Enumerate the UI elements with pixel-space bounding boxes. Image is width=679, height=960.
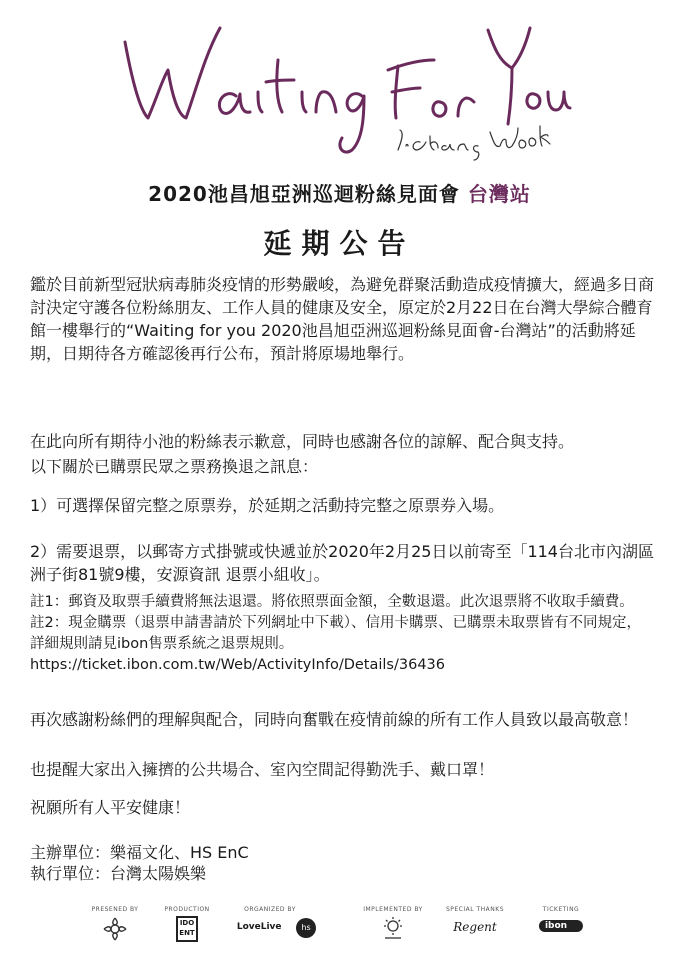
paragraph-apology: 在此向所有期待小池的粉絲表示歉意，同時也感謝各位的諒解、配合與支持。 — [30, 432, 575, 451]
executor-line: 執行單位：台灣太陽娛樂 — [30, 864, 207, 883]
paragraph-postponement: 鑑於目前新型冠狀病毒肺炎疫情的形勢嚴峻，為避免群聚活動造成疫情擴大，經過多日商討決定守護各位粉絲朋友、工作人員的健康及安全，原定於2月22日在台灣大學綜合體育館一樓舉行的“Waiting for you 2020池昌旭亞洲巡迴粉絲見面會-台灣站”的活動將延期，日期待各方確認後再行公布，預計將原場地舉行。 — [30, 275, 655, 363]
organizer-line: 主辦單位：樂福文化、HS EnC — [30, 843, 249, 862]
sponsor-footer — [70, 906, 610, 954]
ido-ent-logo: IDO ENT — [176, 916, 198, 942]
lovelive-logo: LoveLive — [236, 922, 282, 932]
regent-logo: Regent — [453, 920, 497, 934]
implemented-by-label: IMPLEMENTED BY — [363, 906, 423, 913]
paragraph-refund-intro: 以下關於已購票民眾之票務換退之訊息： — [30, 457, 319, 476]
sun-logo-icon — [381, 916, 405, 940]
notes-block — [30, 592, 654, 676]
special-thanks-label: SPECIAL THANKS — [445, 906, 505, 913]
organized-by — [225, 906, 315, 932]
flower-logo-icon — [102, 916, 128, 942]
note-1: 註1：郵資及取票手續費將無法退還。將依照票面金額，全數退還。此次退票將不收取手續費。 — [30, 594, 634, 610]
organized-by-label: ORGANIZED BY — [244, 906, 296, 913]
special-thanks — [430, 906, 520, 934]
production-label: PRODUCTION — [164, 906, 210, 913]
ticketing — [516, 906, 606, 931]
ticketing-label: TICKETING — [542, 906, 580, 913]
presented-by-label: PRESENED BY — [91, 906, 139, 913]
waiting-for-you-logo — [0, 0, 679, 170]
event-title — [0, 178, 679, 207]
hs-logo: hs — [296, 918, 316, 938]
implemented-by — [348, 906, 438, 913]
paragraph-reminder: 也提醒大家出入擁擠的公共場合、室內空間記得勤洗手、戴口罩！ — [30, 760, 495, 779]
event-title-station: 台灣站 — [467, 182, 531, 206]
paragraph-thanks: 再次感謝粉絲們的理解與配合，同時向奮戰在疫情前線的所有工作人員致以最高敬意！ — [30, 710, 639, 729]
ibon-logo: ibon — [539, 920, 583, 932]
production — [142, 906, 232, 937]
ticket-url[interactable]: https://ticket.ibon.com.tw/Web/ActivityInfo/Details/36436 — [30, 657, 445, 673]
event-title-main: 2020池昌旭亞洲巡迴粉絲見面會 — [148, 182, 460, 206]
paragraph-wishes: 祝願所有人平安健康！ — [30, 798, 191, 817]
notice-heading: 延期公告 — [263, 227, 416, 260]
paragraph-option-2: 2）需要退票，以郵寄方式掛號或快遞並於2020年2月25日以前寄至「114台北市內湖區洲子街81號9樓，安源資訊 退票小組收」。 — [30, 542, 654, 584]
note-2: 註2：現金購票（退票申請書請於下列網址中下載）、信用卡購票、已購票未取票皆有不同規定，詳細規則請見ibon售票系統之退票規則。 — [30, 615, 641, 652]
paragraph-option-1: 1）可選擇保留完整之原票券，於延期之活動持完整之原票券入場。 — [30, 496, 505, 515]
